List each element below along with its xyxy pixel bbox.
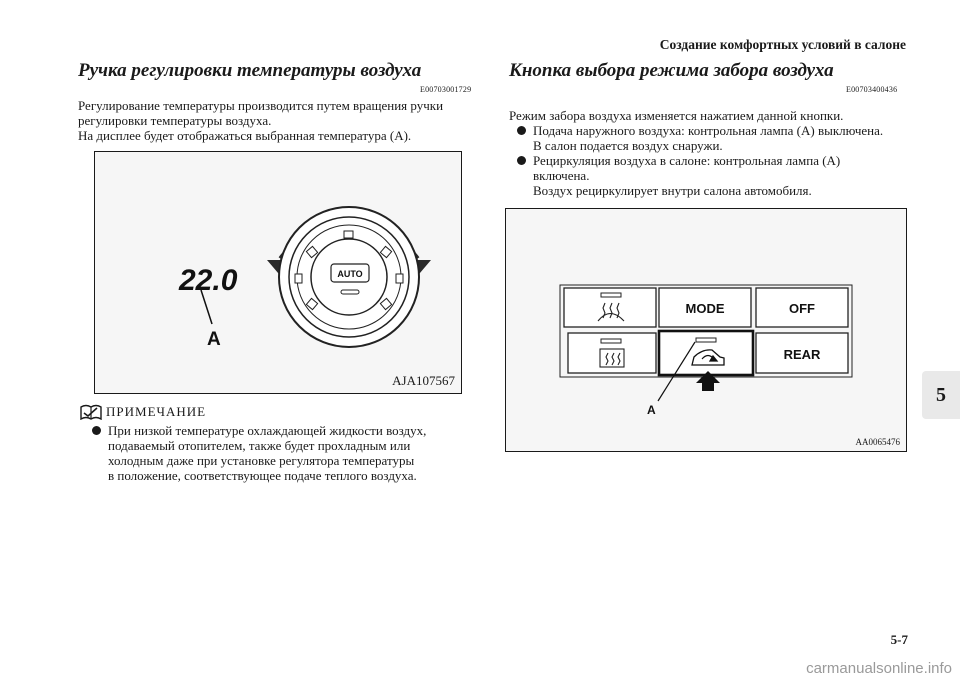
air-intake-text: [509, 108, 909, 198]
air-intake-button-figure: [505, 208, 907, 452]
indicator-lamp-a: [696, 338, 716, 342]
figure-id: AJA107567: [392, 373, 455, 388]
paragraph-line: На дисплее будет отображаться выбранная температура (A).: [78, 128, 412, 143]
note-bullet: [84, 423, 498, 483]
figure-id: AA0065476: [855, 437, 900, 447]
note-line: подаваемый отопителем, также будет прохладным или: [108, 438, 411, 453]
bullet-line: Воздух рециркулирует внутри салона автомобиля.: [533, 183, 812, 198]
note-line: При низкой температуре охлаждающей жидкости воздух,: [108, 423, 427, 438]
bullet-fresh-air: [509, 123, 909, 153]
bullet-line: В салон подается воздух снаружи.: [533, 138, 723, 153]
section-heading-air-intake: Кнопка выбора режима забора воздуха: [509, 60, 834, 81]
temperature-knob-illustration: [95, 152, 461, 393]
watermark: carmanualsonline.info: [806, 660, 952, 677]
section-code: E00703001729: [420, 85, 472, 94]
callout-a-label: A: [647, 403, 656, 417]
temperature-paragraph: [78, 98, 478, 143]
indicator-lamp: [601, 293, 621, 297]
section-code: E00703400436: [846, 85, 898, 94]
off-label: OFF: [789, 301, 815, 316]
note-line: в положение, соответствующее подаче теплого воздуха.: [108, 468, 417, 483]
page-number: 5-7: [890, 632, 908, 647]
bullet-line: включена.: [533, 168, 590, 183]
indicator-lamp: [601, 339, 621, 343]
temperature-knob-figure: [94, 151, 462, 394]
mode-label: MODE: [685, 301, 725, 316]
button-panel-illustration: [506, 209, 906, 451]
bullet-icon: [517, 126, 526, 135]
bullet-icon: [92, 426, 101, 435]
note-book-icon: [80, 404, 102, 420]
bullet-line: Подача наружного воздуха: контрольная лампа (A) выключена.: [533, 123, 884, 138]
bullet-recirculation: [509, 153, 909, 198]
note-line: холодным даже при установке регулятора температуры: [108, 453, 415, 468]
bullet-line: Рециркуляция воздуха в салоне: контрольная лампа (A): [533, 153, 841, 168]
callout-a-label: A: [207, 329, 221, 350]
paragraph-line: регулировки температуры воздуха.: [78, 113, 272, 128]
paragraph-line: Регулирование температуры производится путем вращения ручки: [78, 98, 444, 113]
note-label: ПРИМЕЧАНИЕ: [106, 404, 207, 419]
section-heading-temperature-knob: Ручка регулировки температуры воздуха: [78, 60, 422, 81]
chapter-tab: 5: [922, 371, 960, 419]
temperature-display: 22.0: [179, 264, 238, 297]
rear-label: REAR: [783, 347, 821, 362]
intro-line: Режим забора воздуха изменяется нажатием данной кнопки.: [509, 108, 844, 123]
bullet-icon: [517, 156, 526, 165]
running-header: Создание комфортных условий в салоне: [659, 37, 906, 52]
auto-label: AUTO: [337, 269, 363, 279]
